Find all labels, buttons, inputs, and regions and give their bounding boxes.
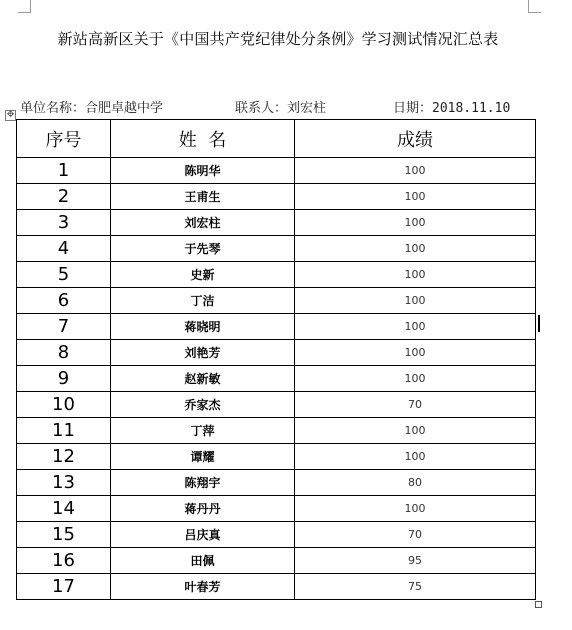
cell-score: 70	[295, 522, 536, 548]
cell-serial: 16	[17, 548, 111, 574]
cell-score: 100	[295, 288, 536, 314]
info-line	[20, 97, 540, 115]
cell-name: 田佩	[111, 548, 295, 574]
cell-score: 70	[295, 392, 536, 418]
cell-score: 80	[295, 470, 536, 496]
cell-serial: 6	[17, 288, 111, 314]
table-row	[17, 548, 536, 574]
cell-name: 丁洁	[111, 288, 295, 314]
margin-corner-top-right	[528, 0, 541, 13]
table-resize-handle[interactable]	[535, 601, 542, 608]
cell-name: 于先琴	[111, 236, 295, 262]
cell-name: 陈明华	[111, 158, 295, 184]
report-date: 日期：2018.11.10	[393, 101, 511, 116]
cell-serial: 2	[17, 184, 111, 210]
cell-score: 100	[295, 340, 536, 366]
table-row	[17, 470, 536, 496]
cell-score: 75	[295, 574, 536, 600]
cell-name: 史新	[111, 262, 295, 288]
cell-serial: 13	[17, 470, 111, 496]
cell-score: 100	[295, 236, 536, 262]
cell-score: 100	[295, 444, 536, 470]
cell-serial: 15	[17, 522, 111, 548]
cell-serial: 5	[17, 262, 111, 288]
cell-name: 乔家杰	[111, 392, 295, 418]
text-cursor	[538, 315, 540, 332]
cell-serial: 9	[17, 366, 111, 392]
unit-name: 单位名称：合肥卓越中学	[20, 101, 164, 116]
table-move-handle-icon[interactable]: ✥	[6, 110, 15, 120]
cell-name: 丁萍	[111, 418, 295, 444]
cell-name: 刘艳芳	[111, 340, 295, 366]
table-row	[17, 496, 536, 522]
cell-serial: 10	[17, 392, 111, 418]
table-row	[17, 522, 536, 548]
cell-score: 100	[295, 158, 536, 184]
margin-corner-top-left	[18, 0, 31, 13]
cell-score: 100	[295, 418, 536, 444]
cell-score: 100	[295, 314, 536, 340]
table-row	[17, 418, 536, 444]
document-title: 新站高新区关于《中国共产党纪律处分条例》学习测试情况汇总表	[57, 30, 499, 48]
cell-score: 100	[295, 184, 536, 210]
cell-name: 谭耀	[111, 444, 295, 470]
table-row	[17, 158, 536, 184]
cell-serial: 1	[17, 158, 111, 184]
cell-serial: 12	[17, 444, 111, 470]
cell-serial: 8	[17, 340, 111, 366]
cell-serial: 14	[17, 496, 111, 522]
header-score: 成绩	[295, 120, 536, 158]
cell-serial: 3	[17, 210, 111, 236]
table-row	[17, 184, 536, 210]
table-row	[17, 366, 536, 392]
header-serial: 序号	[17, 120, 111, 158]
header-name: 姓 名	[111, 120, 295, 158]
cell-score: 100	[295, 496, 536, 522]
cell-serial: 17	[17, 574, 111, 600]
table-row	[17, 288, 536, 314]
table-body	[17, 158, 536, 600]
cell-score: 95	[295, 548, 536, 574]
table-row	[17, 392, 536, 418]
cell-name: 陈翔宇	[111, 470, 295, 496]
score-table	[16, 119, 536, 600]
contact-person: 联系人：刘宏柱	[235, 101, 327, 116]
cell-name: 叶春芳	[111, 574, 295, 600]
cell-serial: 11	[17, 418, 111, 444]
cell-serial: 4	[17, 236, 111, 262]
table-row	[17, 210, 536, 236]
table-header-row	[17, 120, 536, 158]
cell-score: 100	[295, 262, 536, 288]
table-row	[17, 262, 536, 288]
table-row	[17, 444, 536, 470]
cell-name: 刘宏柱	[111, 210, 295, 236]
cell-name: 王甫生	[111, 184, 295, 210]
cell-name: 赵新敏	[111, 366, 295, 392]
table-row	[17, 314, 536, 340]
cell-serial: 7	[17, 314, 111, 340]
table-row	[17, 340, 536, 366]
cell-score: 100	[295, 210, 536, 236]
table-row	[17, 574, 536, 600]
cell-name: 蒋晓明	[111, 314, 295, 340]
table-row	[17, 236, 536, 262]
cell-score: 100	[295, 366, 536, 392]
cell-name: 蒋丹丹	[111, 496, 295, 522]
cell-name: 吕庆真	[111, 522, 295, 548]
